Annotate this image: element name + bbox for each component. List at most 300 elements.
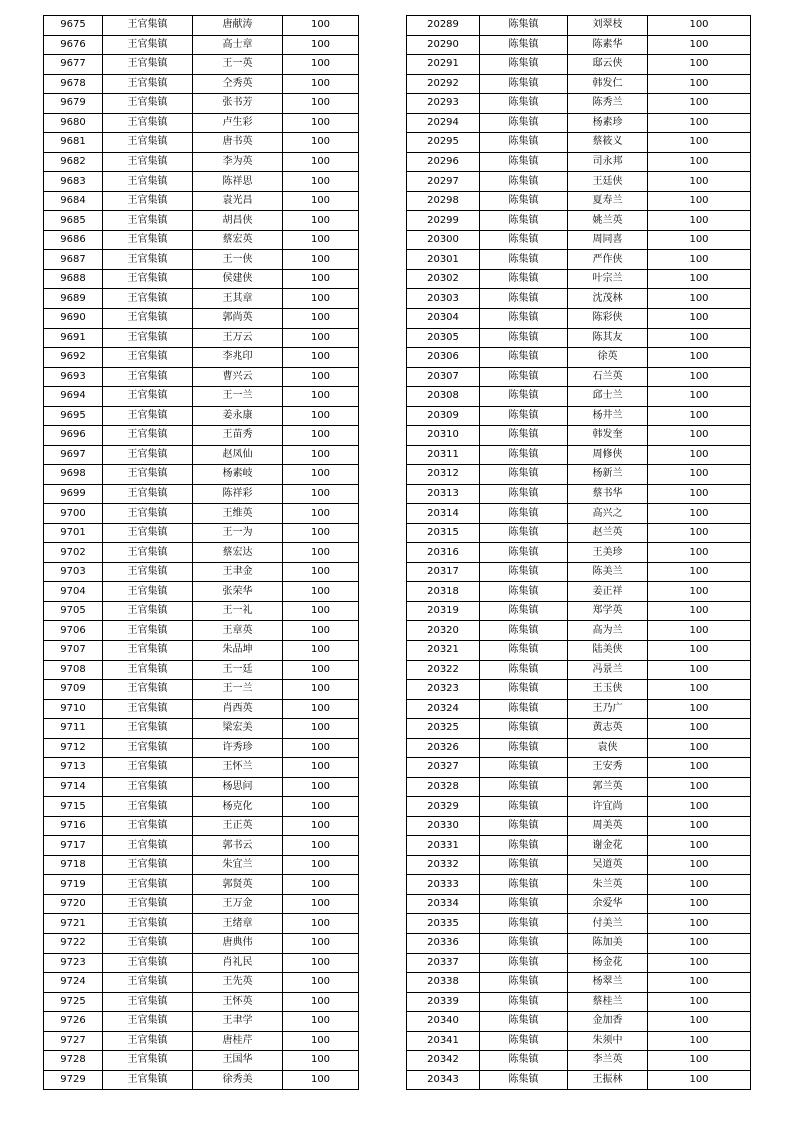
town-cell: 王官集镇 <box>103 894 193 914</box>
record-number-cell: 9691 <box>44 328 103 348</box>
town-cell: 王官集镇 <box>103 406 193 426</box>
person-name-cell: 冯景兰 <box>568 660 648 680</box>
amount-cell: 100 <box>648 1031 751 1051</box>
amount-cell: 100 <box>648 172 751 192</box>
table-row <box>407 875 751 895</box>
town-cell: 王官集镇 <box>103 152 193 172</box>
amount-cell: 100 <box>283 289 359 309</box>
amount-cell: 100 <box>283 933 359 953</box>
amount-cell: 100 <box>648 816 751 836</box>
table-row <box>407 74 751 94</box>
town-cell: 陈集镇 <box>480 1070 568 1090</box>
amount-cell: 100 <box>283 680 359 700</box>
person-name-cell: 郑学英 <box>568 601 648 621</box>
record-number-cell: 20308 <box>407 387 480 407</box>
town-cell: 王官集镇 <box>103 738 193 758</box>
record-number-cell: 20335 <box>407 914 480 934</box>
record-number-cell: 9678 <box>44 74 103 94</box>
table-row <box>44 426 359 446</box>
record-number-cell: 20317 <box>407 562 480 582</box>
table-row <box>44 621 359 641</box>
record-number-cell: 9701 <box>44 523 103 543</box>
town-cell: 陈集镇 <box>480 328 568 348</box>
person-name-cell: 王一英 <box>193 55 283 75</box>
amount-cell: 100 <box>283 719 359 739</box>
person-name-cell: 朱品坤 <box>193 641 283 661</box>
person-name-cell: 郭书云 <box>193 836 283 856</box>
record-number-cell: 20343 <box>407 1070 480 1090</box>
table-row <box>407 289 751 309</box>
amount-cell: 100 <box>648 367 751 387</box>
table-row <box>44 94 359 114</box>
town-cell: 陈集镇 <box>480 55 568 75</box>
town-cell: 陈集镇 <box>480 641 568 661</box>
record-number-cell: 20330 <box>407 816 480 836</box>
table-row <box>407 816 751 836</box>
person-name-cell: 金加香 <box>568 1012 648 1032</box>
amount-cell: 100 <box>648 16 751 36</box>
record-number-cell: 9715 <box>44 797 103 817</box>
table-row <box>44 601 359 621</box>
person-name-cell: 邸云侠 <box>568 55 648 75</box>
table-row <box>44 172 359 192</box>
table-row <box>407 777 751 797</box>
amount-cell: 100 <box>648 953 751 973</box>
amount-cell: 100 <box>283 250 359 270</box>
record-number-cell: 20311 <box>407 445 480 465</box>
person-name-cell: 许秀珍 <box>193 738 283 758</box>
amount-cell: 100 <box>648 543 751 563</box>
person-name-cell: 杨井兰 <box>568 406 648 426</box>
town-cell: 王官集镇 <box>103 875 193 895</box>
table-row <box>44 933 359 953</box>
record-number-cell: 20296 <box>407 152 480 172</box>
record-number-cell: 9704 <box>44 582 103 602</box>
record-number-cell: 9712 <box>44 738 103 758</box>
amount-cell: 100 <box>648 699 751 719</box>
town-cell: 王官集镇 <box>103 289 193 309</box>
amount-cell: 100 <box>648 641 751 661</box>
amount-cell: 100 <box>283 172 359 192</box>
amount-cell: 100 <box>648 660 751 680</box>
town-cell: 王官集镇 <box>103 348 193 368</box>
town-cell: 王官集镇 <box>103 191 193 211</box>
person-name-cell: 杨素岐 <box>193 465 283 485</box>
record-number-cell: 20338 <box>407 973 480 993</box>
left-roster-body <box>44 16 359 1090</box>
record-number-cell: 20313 <box>407 484 480 504</box>
record-number-cell: 20290 <box>407 35 480 55</box>
record-number-cell: 9710 <box>44 699 103 719</box>
person-name-cell: 吴道英 <box>568 855 648 875</box>
table-row <box>44 1031 359 1051</box>
amount-cell: 100 <box>648 35 751 55</box>
record-number-cell: 9709 <box>44 680 103 700</box>
record-number-cell: 20336 <box>407 933 480 953</box>
table-row <box>44 797 359 817</box>
record-number-cell: 20328 <box>407 777 480 797</box>
person-name-cell: 高士章 <box>193 35 283 55</box>
record-number-cell: 9703 <box>44 562 103 582</box>
table-row <box>44 719 359 739</box>
person-name-cell: 杨思问 <box>193 777 283 797</box>
person-name-cell: 陈祥彩 <box>193 484 283 504</box>
record-number-cell: 9729 <box>44 1070 103 1090</box>
town-cell: 陈集镇 <box>480 719 568 739</box>
record-number-cell: 9720 <box>44 894 103 914</box>
table-row <box>44 660 359 680</box>
table-row <box>407 1031 751 1051</box>
person-name-cell: 赵凤仙 <box>193 445 283 465</box>
table-row <box>407 797 751 817</box>
record-number-cell: 9676 <box>44 35 103 55</box>
amount-cell: 100 <box>648 738 751 758</box>
amount-cell: 100 <box>283 406 359 426</box>
amount-cell: 100 <box>648 797 751 817</box>
record-number-cell: 9717 <box>44 836 103 856</box>
record-number-cell: 9718 <box>44 855 103 875</box>
table-row <box>44 992 359 1012</box>
town-cell: 陈集镇 <box>480 660 568 680</box>
amount-cell: 100 <box>283 1051 359 1071</box>
amount-cell: 100 <box>648 875 751 895</box>
table-row <box>407 133 751 153</box>
town-cell: 王官集镇 <box>103 680 193 700</box>
record-number-cell: 9689 <box>44 289 103 309</box>
amount-cell: 100 <box>648 74 751 94</box>
amount-cell: 100 <box>283 758 359 778</box>
person-name-cell: 李兰英 <box>568 1051 648 1071</box>
record-number-cell: 20304 <box>407 308 480 328</box>
town-cell: 陈集镇 <box>480 816 568 836</box>
table-row <box>407 191 751 211</box>
person-name-cell: 蔡宏达 <box>193 543 283 563</box>
amount-cell: 100 <box>648 94 751 114</box>
person-name-cell: 唐献涛 <box>193 16 283 36</box>
amount-cell: 100 <box>648 504 751 524</box>
table-row <box>407 523 751 543</box>
town-cell: 陈集镇 <box>480 152 568 172</box>
table-row <box>407 601 751 621</box>
amount-cell: 100 <box>283 133 359 153</box>
town-cell: 王官集镇 <box>103 308 193 328</box>
left-roster-table <box>43 15 359 1090</box>
amount-cell: 100 <box>648 445 751 465</box>
person-name-cell: 王美珍 <box>568 543 648 563</box>
town-cell: 王官集镇 <box>103 35 193 55</box>
table-row <box>44 523 359 543</box>
town-cell: 王官集镇 <box>103 504 193 524</box>
table-row <box>44 816 359 836</box>
table-row <box>44 406 359 426</box>
record-number-cell: 20333 <box>407 875 480 895</box>
person-name-cell: 王玉侠 <box>568 680 648 700</box>
town-cell: 王官集镇 <box>103 914 193 934</box>
town-cell: 陈集镇 <box>480 562 568 582</box>
table-row <box>44 445 359 465</box>
table-row <box>407 836 751 856</box>
table-row <box>407 406 751 426</box>
town-cell: 陈集镇 <box>480 94 568 114</box>
amount-cell: 100 <box>283 269 359 289</box>
right-roster-table <box>406 15 751 1090</box>
table-row <box>44 211 359 231</box>
record-number-cell: 20316 <box>407 543 480 563</box>
person-name-cell: 王怀兰 <box>193 758 283 778</box>
town-cell: 王官集镇 <box>103 445 193 465</box>
record-number-cell: 9681 <box>44 133 103 153</box>
record-number-cell: 20341 <box>407 1031 480 1051</box>
amount-cell: 100 <box>648 894 751 914</box>
table-row <box>44 35 359 55</box>
town-cell: 王官集镇 <box>103 55 193 75</box>
table-row <box>44 269 359 289</box>
town-cell: 陈集镇 <box>480 582 568 602</box>
record-number-cell: 9692 <box>44 348 103 368</box>
table-row <box>407 445 751 465</box>
amount-cell: 100 <box>648 191 751 211</box>
record-number-cell: 20331 <box>407 836 480 856</box>
town-cell: 王官集镇 <box>103 94 193 114</box>
town-cell: 陈集镇 <box>480 133 568 153</box>
record-number-cell: 20314 <box>407 504 480 524</box>
record-number-cell: 20325 <box>407 719 480 739</box>
record-number-cell: 20339 <box>407 992 480 1012</box>
town-cell: 陈集镇 <box>480 465 568 485</box>
table-row <box>44 55 359 75</box>
town-cell: 陈集镇 <box>480 191 568 211</box>
person-name-cell: 陈素华 <box>568 35 648 55</box>
town-cell: 陈集镇 <box>480 699 568 719</box>
table-row <box>407 504 751 524</box>
town-cell: 陈集镇 <box>480 680 568 700</box>
table-row <box>44 894 359 914</box>
town-cell: 王官集镇 <box>103 1012 193 1032</box>
amount-cell: 100 <box>648 113 751 133</box>
amount-cell: 100 <box>283 152 359 172</box>
person-name-cell: 王乃广 <box>568 699 648 719</box>
record-number-cell: 9707 <box>44 641 103 661</box>
town-cell: 陈集镇 <box>480 836 568 856</box>
person-name-cell: 陈祥思 <box>193 172 283 192</box>
record-number-cell: 9698 <box>44 465 103 485</box>
amount-cell: 100 <box>283 504 359 524</box>
town-cell: 王官集镇 <box>103 719 193 739</box>
table-row <box>44 504 359 524</box>
record-number-cell: 9696 <box>44 426 103 446</box>
record-number-cell: 9690 <box>44 308 103 328</box>
table-row <box>407 992 751 1012</box>
amount-cell: 100 <box>283 816 359 836</box>
town-cell: 陈集镇 <box>480 504 568 524</box>
record-number-cell: 20307 <box>407 367 480 387</box>
town-cell: 王官集镇 <box>103 660 193 680</box>
record-number-cell: 9695 <box>44 406 103 426</box>
amount-cell: 100 <box>648 426 751 446</box>
town-cell: 王官集镇 <box>103 973 193 993</box>
town-cell: 王官集镇 <box>103 641 193 661</box>
town-cell: 陈集镇 <box>480 875 568 895</box>
amount-cell: 100 <box>648 523 751 543</box>
town-cell: 陈集镇 <box>480 543 568 563</box>
amount-cell: 100 <box>283 992 359 1012</box>
record-number-cell: 20309 <box>407 406 480 426</box>
person-name-cell: 高兴之 <box>568 504 648 524</box>
record-number-cell: 20306 <box>407 348 480 368</box>
town-cell: 陈集镇 <box>480 992 568 1012</box>
town-cell: 王官集镇 <box>103 250 193 270</box>
table-row <box>407 855 751 875</box>
record-number-cell: 20323 <box>407 680 480 700</box>
town-cell: 王官集镇 <box>103 816 193 836</box>
table-row <box>407 269 751 289</box>
amount-cell: 100 <box>648 133 751 153</box>
record-number-cell: 9693 <box>44 367 103 387</box>
record-number-cell: 9728 <box>44 1051 103 1071</box>
table-row <box>407 894 751 914</box>
amount-cell: 100 <box>283 387 359 407</box>
person-name-cell: 王廷侠 <box>568 172 648 192</box>
record-number-cell: 20298 <box>407 191 480 211</box>
person-name-cell: 唐书英 <box>193 133 283 153</box>
table-row <box>407 250 751 270</box>
person-name-cell: 姚兰英 <box>568 211 648 231</box>
person-name-cell: 韩发仁 <box>568 74 648 94</box>
town-cell: 王官集镇 <box>103 777 193 797</box>
record-number-cell: 9705 <box>44 601 103 621</box>
person-name-cell: 王一为 <box>193 523 283 543</box>
person-name-cell: 蔡宏英 <box>193 230 283 250</box>
town-cell: 陈集镇 <box>480 230 568 250</box>
record-number-cell: 20320 <box>407 621 480 641</box>
record-number-cell: 9721 <box>44 914 103 934</box>
person-name-cell: 王万金 <box>193 894 283 914</box>
amount-cell: 100 <box>648 1070 751 1090</box>
town-cell: 陈集镇 <box>480 621 568 641</box>
amount-cell: 100 <box>283 523 359 543</box>
table-row <box>407 973 751 993</box>
person-name-cell: 赵兰英 <box>568 523 648 543</box>
town-cell: 王官集镇 <box>103 172 193 192</box>
person-name-cell: 王一兰 <box>193 680 283 700</box>
amount-cell: 100 <box>283 16 359 36</box>
town-cell: 王官集镇 <box>103 387 193 407</box>
amount-cell: 100 <box>648 562 751 582</box>
table-row <box>407 152 751 172</box>
table-row <box>407 758 751 778</box>
person-name-cell: 司永邦 <box>568 152 648 172</box>
table-row <box>44 367 359 387</box>
record-number-cell: 20326 <box>407 738 480 758</box>
table-row <box>44 582 359 602</box>
table-row <box>44 465 359 485</box>
table-row <box>407 933 751 953</box>
person-name-cell: 朱宜兰 <box>193 855 283 875</box>
town-cell: 陈集镇 <box>480 1012 568 1032</box>
town-cell: 陈集镇 <box>480 777 568 797</box>
town-cell: 王官集镇 <box>103 328 193 348</box>
person-name-cell: 陈美兰 <box>568 562 648 582</box>
town-cell: 王官集镇 <box>103 74 193 94</box>
town-cell: 陈集镇 <box>480 484 568 504</box>
person-name-cell: 王苗秀 <box>193 426 283 446</box>
amount-cell: 100 <box>648 582 751 602</box>
town-cell: 陈集镇 <box>480 211 568 231</box>
table-row <box>407 387 751 407</box>
record-number-cell: 9702 <box>44 543 103 563</box>
record-number-cell: 20302 <box>407 269 480 289</box>
person-name-cell: 陈其友 <box>568 328 648 348</box>
amount-cell: 100 <box>283 1031 359 1051</box>
record-number-cell: 9724 <box>44 973 103 993</box>
town-cell: 王官集镇 <box>103 797 193 817</box>
person-name-cell: 沈茂林 <box>568 289 648 309</box>
person-name-cell: 徐英 <box>568 348 648 368</box>
table-row <box>407 35 751 55</box>
amount-cell: 100 <box>283 875 359 895</box>
town-cell: 王官集镇 <box>103 1031 193 1051</box>
amount-cell: 100 <box>648 836 751 856</box>
person-name-cell: 王章英 <box>193 621 283 641</box>
table-row <box>407 543 751 563</box>
table-row <box>44 641 359 661</box>
town-cell: 陈集镇 <box>480 738 568 758</box>
record-number-cell: 9714 <box>44 777 103 797</box>
person-name-cell: 韩发奎 <box>568 426 648 446</box>
table-row <box>407 1070 751 1090</box>
person-name-cell: 王其章 <box>193 289 283 309</box>
amount-cell: 100 <box>648 973 751 993</box>
town-cell: 王官集镇 <box>103 113 193 133</box>
town-cell: 王官集镇 <box>103 836 193 856</box>
amount-cell: 100 <box>283 738 359 758</box>
record-number-cell: 9694 <box>44 387 103 407</box>
person-name-cell: 唐典伟 <box>193 933 283 953</box>
person-name-cell: 周同喜 <box>568 230 648 250</box>
table-row <box>407 719 751 739</box>
table-row <box>407 914 751 934</box>
record-number-cell: 20300 <box>407 230 480 250</box>
town-cell: 王官集镇 <box>103 992 193 1012</box>
person-name-cell: 付美兰 <box>568 914 648 934</box>
table-row <box>407 621 751 641</box>
town-cell: 陈集镇 <box>480 914 568 934</box>
town-cell: 王官集镇 <box>103 953 193 973</box>
record-number-cell: 20310 <box>407 426 480 446</box>
town-cell: 王官集镇 <box>103 933 193 953</box>
record-number-cell: 20318 <box>407 582 480 602</box>
amount-cell: 100 <box>648 758 751 778</box>
person-name-cell: 卢生彩 <box>193 113 283 133</box>
amount-cell: 100 <box>648 55 751 75</box>
table-row <box>407 172 751 192</box>
amount-cell: 100 <box>283 582 359 602</box>
town-cell: 王官集镇 <box>103 211 193 231</box>
amount-cell: 100 <box>648 465 751 485</box>
record-number-cell: 20291 <box>407 55 480 75</box>
amount-cell: 100 <box>283 211 359 231</box>
amount-cell: 100 <box>283 836 359 856</box>
table-row <box>44 191 359 211</box>
amount-cell: 100 <box>283 465 359 485</box>
amount-cell: 100 <box>283 191 359 211</box>
amount-cell: 100 <box>283 894 359 914</box>
town-cell: 陈集镇 <box>480 426 568 446</box>
town-cell: 陈集镇 <box>480 35 568 55</box>
table-row <box>44 973 359 993</box>
town-cell: 陈集镇 <box>480 894 568 914</box>
town-cell: 王官集镇 <box>103 1070 193 1090</box>
